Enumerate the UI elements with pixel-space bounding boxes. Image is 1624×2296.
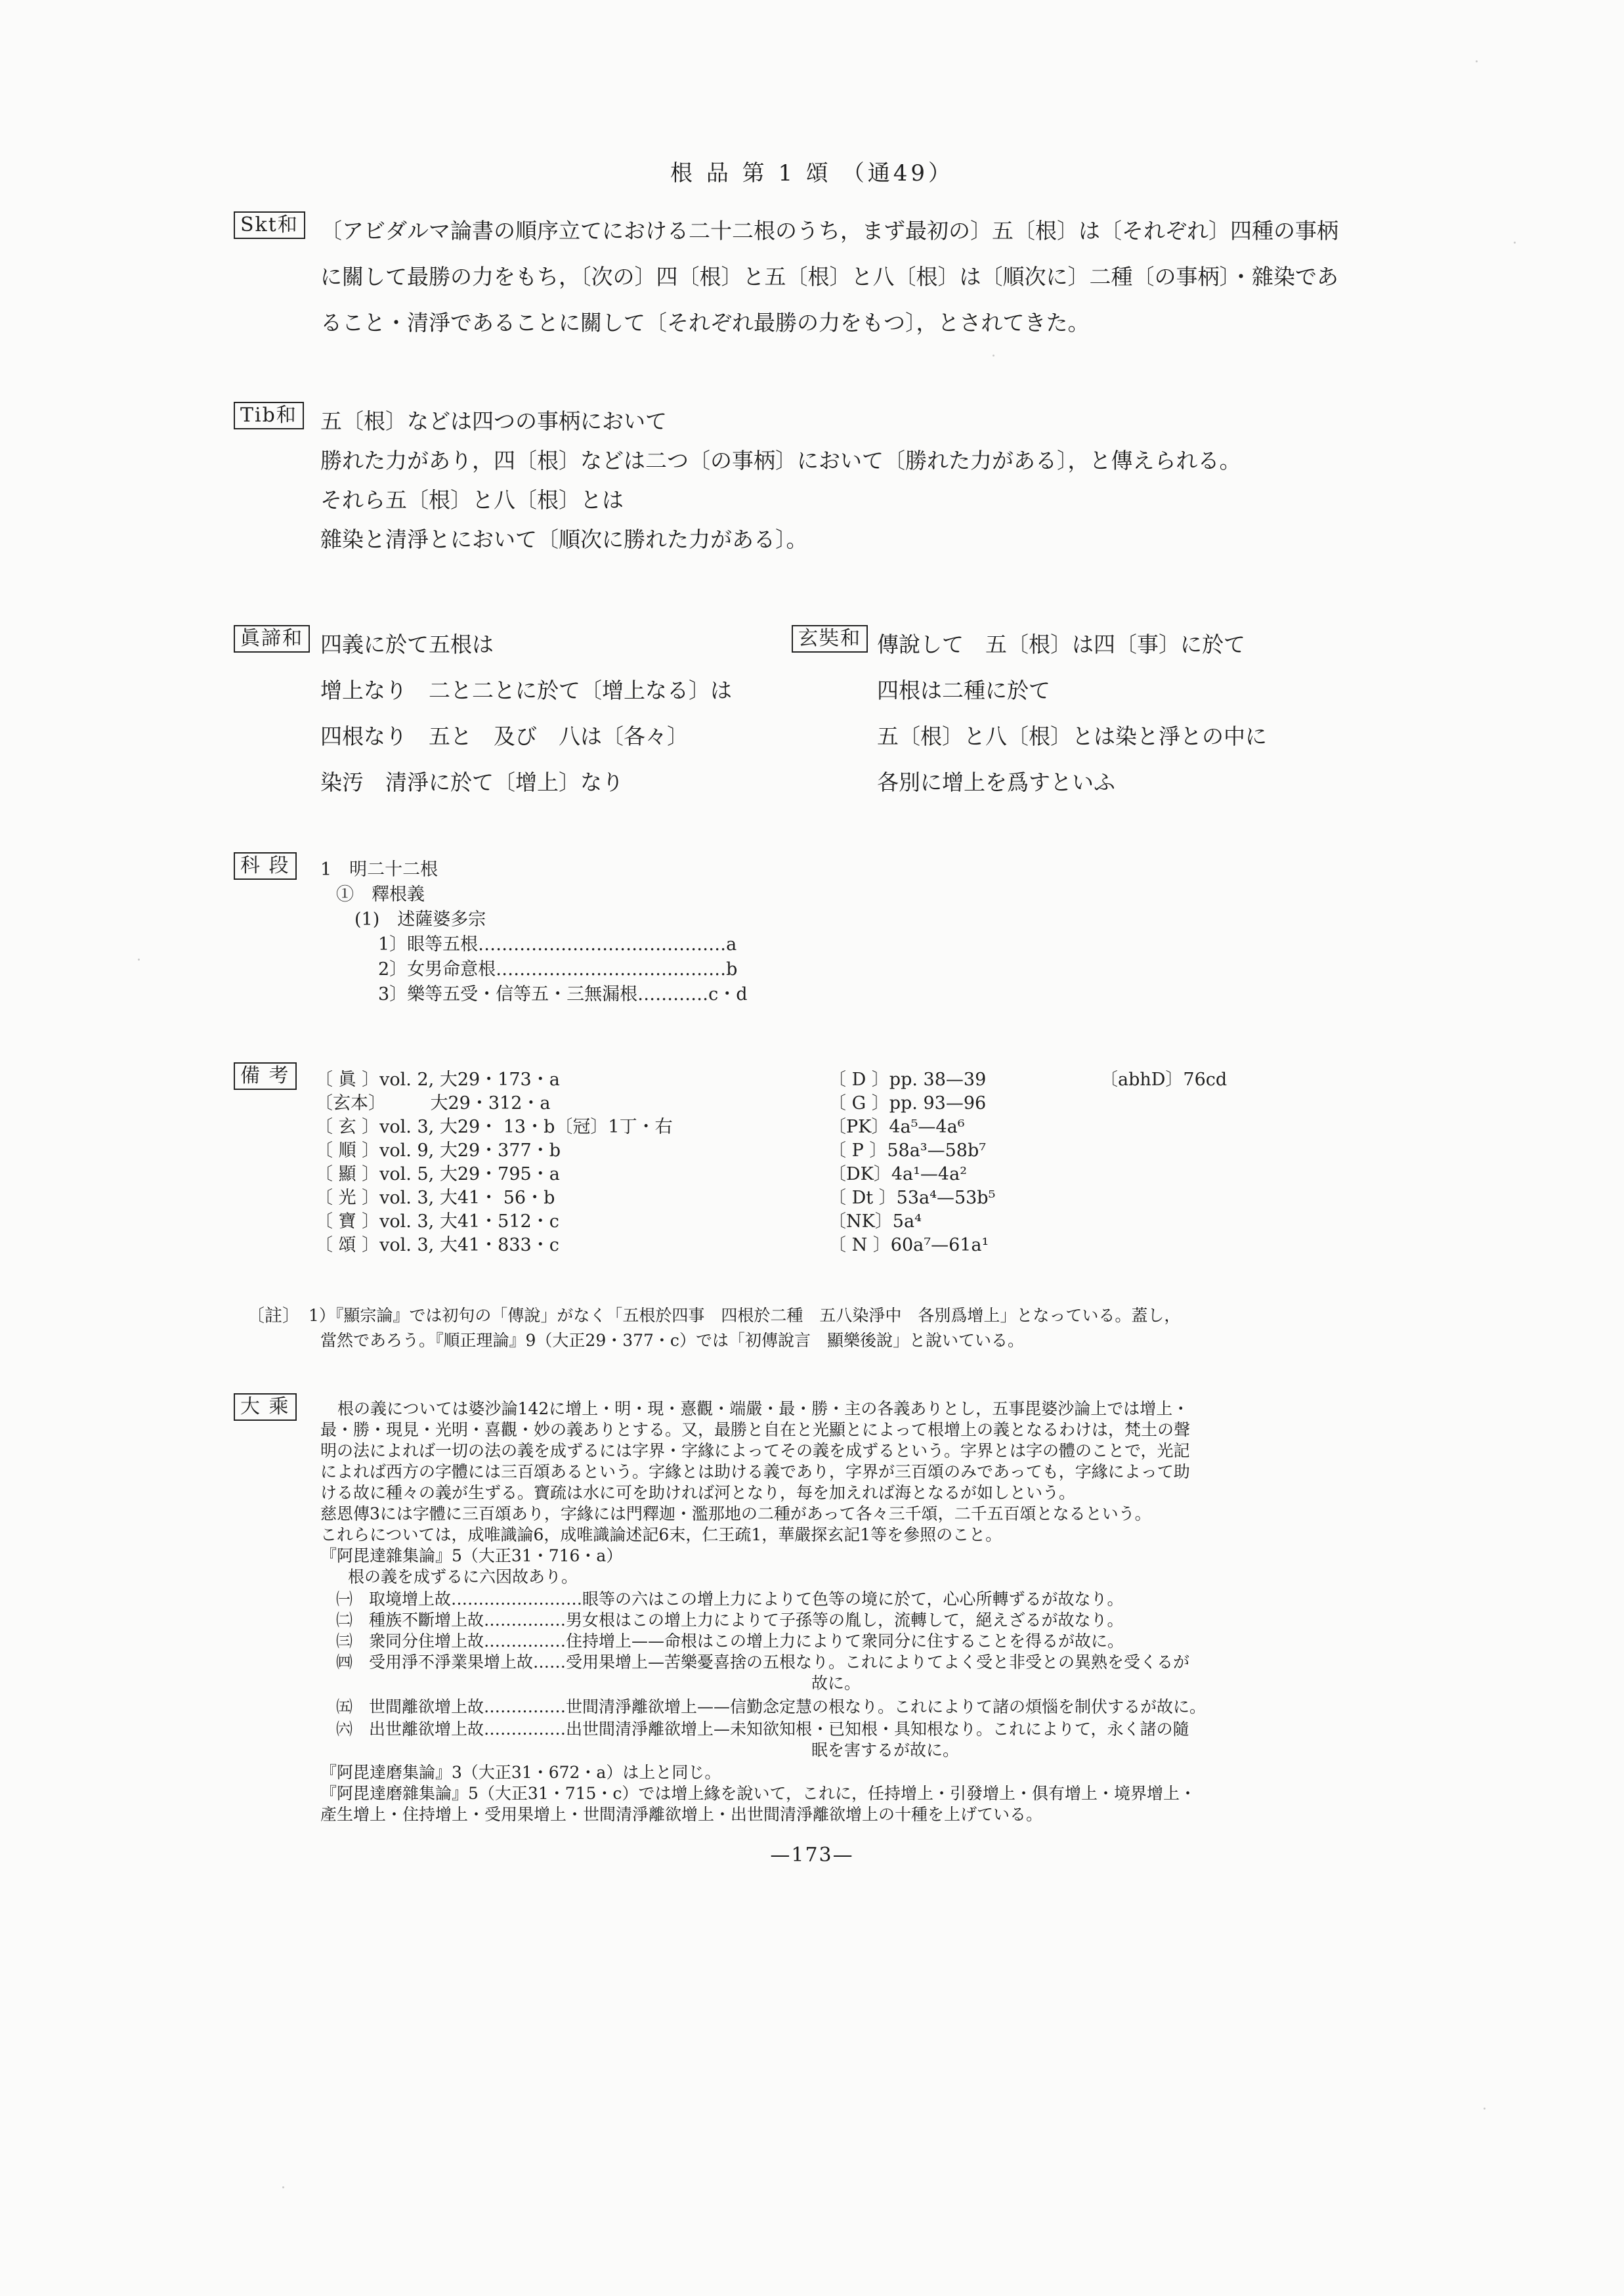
kadan-item: 1〕眼等五根……………………………………a [378,934,737,955]
daijo-line: 『阿毘達雜集論』5（大正31・716・a） [320,1546,623,1565]
biko-left-row: 〔 顯 〕vol. 5, 大29・795・a [315,1164,560,1184]
skt-tag: Skt和 [234,211,305,239]
kadan-item: ① 釋根義 [336,884,425,905]
biko-left-row: 〔 玄 〕vol. 3, 大29・ 13・b〔冠〕1丁・右 [315,1117,673,1137]
kadan-item: (1) 述薩婆多宗 [354,909,486,930]
page-title: 根 品 第 1 頌 （通49） [670,160,954,186]
biko-left-row: 〔玄本〕 大29・312・a [315,1093,551,1114]
biko-tag: 備 考 [234,1062,297,1090]
daijo-line: 最・勝・現見・光明・喜觀・妙の義ありとする。又，最勝と自在と光顯とによって根增上の義となるわけは，梵土の聲 [320,1420,1191,1439]
genjo-line: 五〔根〕と八〔根〕とは染と淨との中に [877,724,1267,749]
biko-left-row: 〔 光 〕vol. 3, 大41・ 56・b [315,1188,555,1208]
shintai-tag: 眞諦和 [234,625,310,653]
biko-left-row: 〔 順 〕vol. 9, 大29・377・b [315,1140,561,1161]
kadan-item: 2〕女男命意根…………………………………b [378,959,738,980]
biko-mid-row: 〔NK〕5a⁴ [828,1211,922,1232]
daijo-line: 根の義については婆沙論142に增上・明・現・憙觀・端嚴・最・勝・主の各義ありとし，五事毘婆沙論上では增上・ [337,1399,1189,1418]
genjo-line: 四根は二種に於て [877,678,1050,703]
genjo-tag: 玄奘和 [792,625,868,653]
tib-tag: Tib和 [234,402,304,429]
scan-speck [282,2186,284,2188]
genjo-line: 各別に增上を爲すといふ [877,769,1115,795]
shintai-line: 染汚 清淨に於て〔增上〕なり [320,769,624,795]
daijo-line: 產生增上・住持增上・受用果增上・世間清淨離欲增上・出世間清淨離欲增上の十種を上げている。 [320,1805,1043,1824]
biko-mid-row: 〔DK〕4a¹—4a² [828,1164,968,1184]
daijo-line: ㈡ 種族不斷增上故……………男女根はこの增上力によりて子孫等の胤し，流轉して，絕えざるが故なり。 [336,1611,1124,1630]
daijo-line: によれば西方の字體には三百頌あるという。字緣とは助ける義であり，字界が三百頌のみであっても，字緣によって助 [320,1462,1190,1481]
shintai-line: 四義に於て五根は [320,632,494,657]
chu-line: 1）『顯宗論』では初句の「傳說」がなく「五根於四事 四根於二種 五八染淨中 各別爲增上」となっている。蓋し， [309,1306,1181,1325]
daijo-line: ㈤ 世間離欲增上故……………世間清淨離欲增上——信勤念定慧の根なり。これによりて諸の煩惱を制伏するが故に。 [336,1697,1207,1716]
skt-line: に關して最勝の力をもち，〔次の〕四〔根〕と五〔根〕と八〔根〕は〔順次に〕二種〔の事柄〕・雜染であ [320,264,1338,290]
kadan-item: 3〕樂等五受・信等五・三無漏根…………c・d [378,984,748,1005]
kadan-tag: 科 段 [234,852,297,880]
daijo-line: 故に。 [811,1674,861,1693]
tib-line: 雜染と清淨とにおいて〔順次に勝れた力がある〕。 [320,527,808,552]
chu-tag: 〔註〕 [247,1306,300,1326]
scan-speck [138,959,140,961]
biko-right: 〔abhD〕76cd [1100,1070,1228,1090]
tib-line: 勝れた力があり，四〔根〕などは二つ〔の事柄〕において〔勝れた力がある〕，と傳えられる。 [320,448,1241,473]
biko-mid-row: 〔 P 〕58a³—58b⁷ [828,1140,987,1161]
scan-speck [993,355,994,357]
scan-speck [1514,242,1516,244]
scan-speck [1476,60,1478,62]
skt-line: 〔アビダルマ論書の順序立てにおける二十二根のうち，まず最初の〕五〔根〕は〔それぞれ〕四種の事柄 [320,218,1338,244]
daijo-line: ける故に種々の義が生ずる。寶疏は水に可を助ければ河となり，每を加えれば海となるが如しという。 [320,1483,1076,1502]
daijo-line: 『阿毘達磨雜集論』5（大正31・715・c）では增上緣を說いて，これに，任持增上・引發增上・俱有增上・境界增上・ [320,1784,1196,1803]
chu-line: 當然であろう。『順正理論』9（大正29・377・c）では「初傳說言 顯樂後說」と說いている。 [320,1331,1024,1350]
tib-line: それら五〔根〕と八〔根〕とは [320,487,624,513]
biko-mid-row: 〔 G 〕pp. 93—96 [828,1093,987,1114]
kadan-item: 1 明二十二根 [320,859,438,880]
daijo-line: 『阿毘達磨集論』3（大正31・672・a）は上と同じ。 [320,1763,721,1782]
daijo-line: ㈥ 出世離欲增上故……………出世間清淨離欲增上—未知欲知根・已知根・具知根なり。これによりて，永く諸の隨 [336,1720,1189,1739]
daijo-line: ㈢ 衆同分住增上故……………住持增上——命根はこの增上力によりて衆同分に住することを得るが故に。 [336,1632,1124,1651]
daijo-line: 眠を害するが故に。 [811,1741,960,1760]
biko-left-row: 〔 寶 〕vol. 3, 大41・512・c [315,1211,559,1232]
biko-mid-row: 〔 Dt 〕53a⁴—53b⁵ [828,1188,996,1208]
daijo-line: 明の法によれば一切の法の義を成ずるには字界・字緣によってその義を成ずるという。字界とは字の體のことで，光記 [320,1441,1190,1460]
scan-speck [1484,2108,1485,2110]
daijo-tag: 大 乘 [234,1393,297,1421]
tib-line: 五〔根〕などは四つの事柄において [320,408,667,434]
genjo-line: 傳說して 五〔根〕は四〔事〕に於て [877,632,1245,657]
biko-mid-row: 〔PK〕4a⁵—4a⁶ [828,1117,965,1137]
biko-mid-row: 〔 N 〕60a⁷—61a¹ [828,1235,989,1255]
biko-left-row: 〔 眞 〕vol. 2, 大29・173・a [315,1070,560,1090]
daijo-line: 慈恩傳3には字體に三百頌あり，字緣には門釋迦・濫那地の二種があって各々三千頌，二千五百頌となるという。 [320,1504,1151,1523]
daijo-line: ㈣ 受用淨不淨業果增上故……受用果增上—苦樂憂喜捨の五根なり。これによりてよく受と非受との異熟を受くるが [336,1653,1190,1672]
shintai-line: 增上なり 二と二とに於て〔增上なる〕は [320,678,732,703]
skt-line: ること・清淨であることに關して〔それぞれ最勝の力をもつ〕，とされてきた。 [320,310,1090,336]
biko-left-row: 〔 頌 〕vol. 3, 大41・833・c [315,1235,559,1255]
daijo-line: これらについては，成唯識論6，成唯識論述記6末，仁王疏1，華嚴探玄記1等を參照のこと。 [320,1525,1002,1544]
daijo-line: ㈠ 取境增上故……………………眼等の六はこの增上力によりて色等の境に於て，心心所轉ずるが故なり。 [336,1590,1124,1609]
biko-mid-row: 〔 D 〕pp. 38—39 [828,1070,987,1090]
page-number: —173— [770,1844,854,1867]
shintai-line: 四根なり 五と 及び 八は〔各々〕 [320,724,689,749]
daijo-line: 根の義を成ずるに六因故あり。 [348,1567,578,1586]
